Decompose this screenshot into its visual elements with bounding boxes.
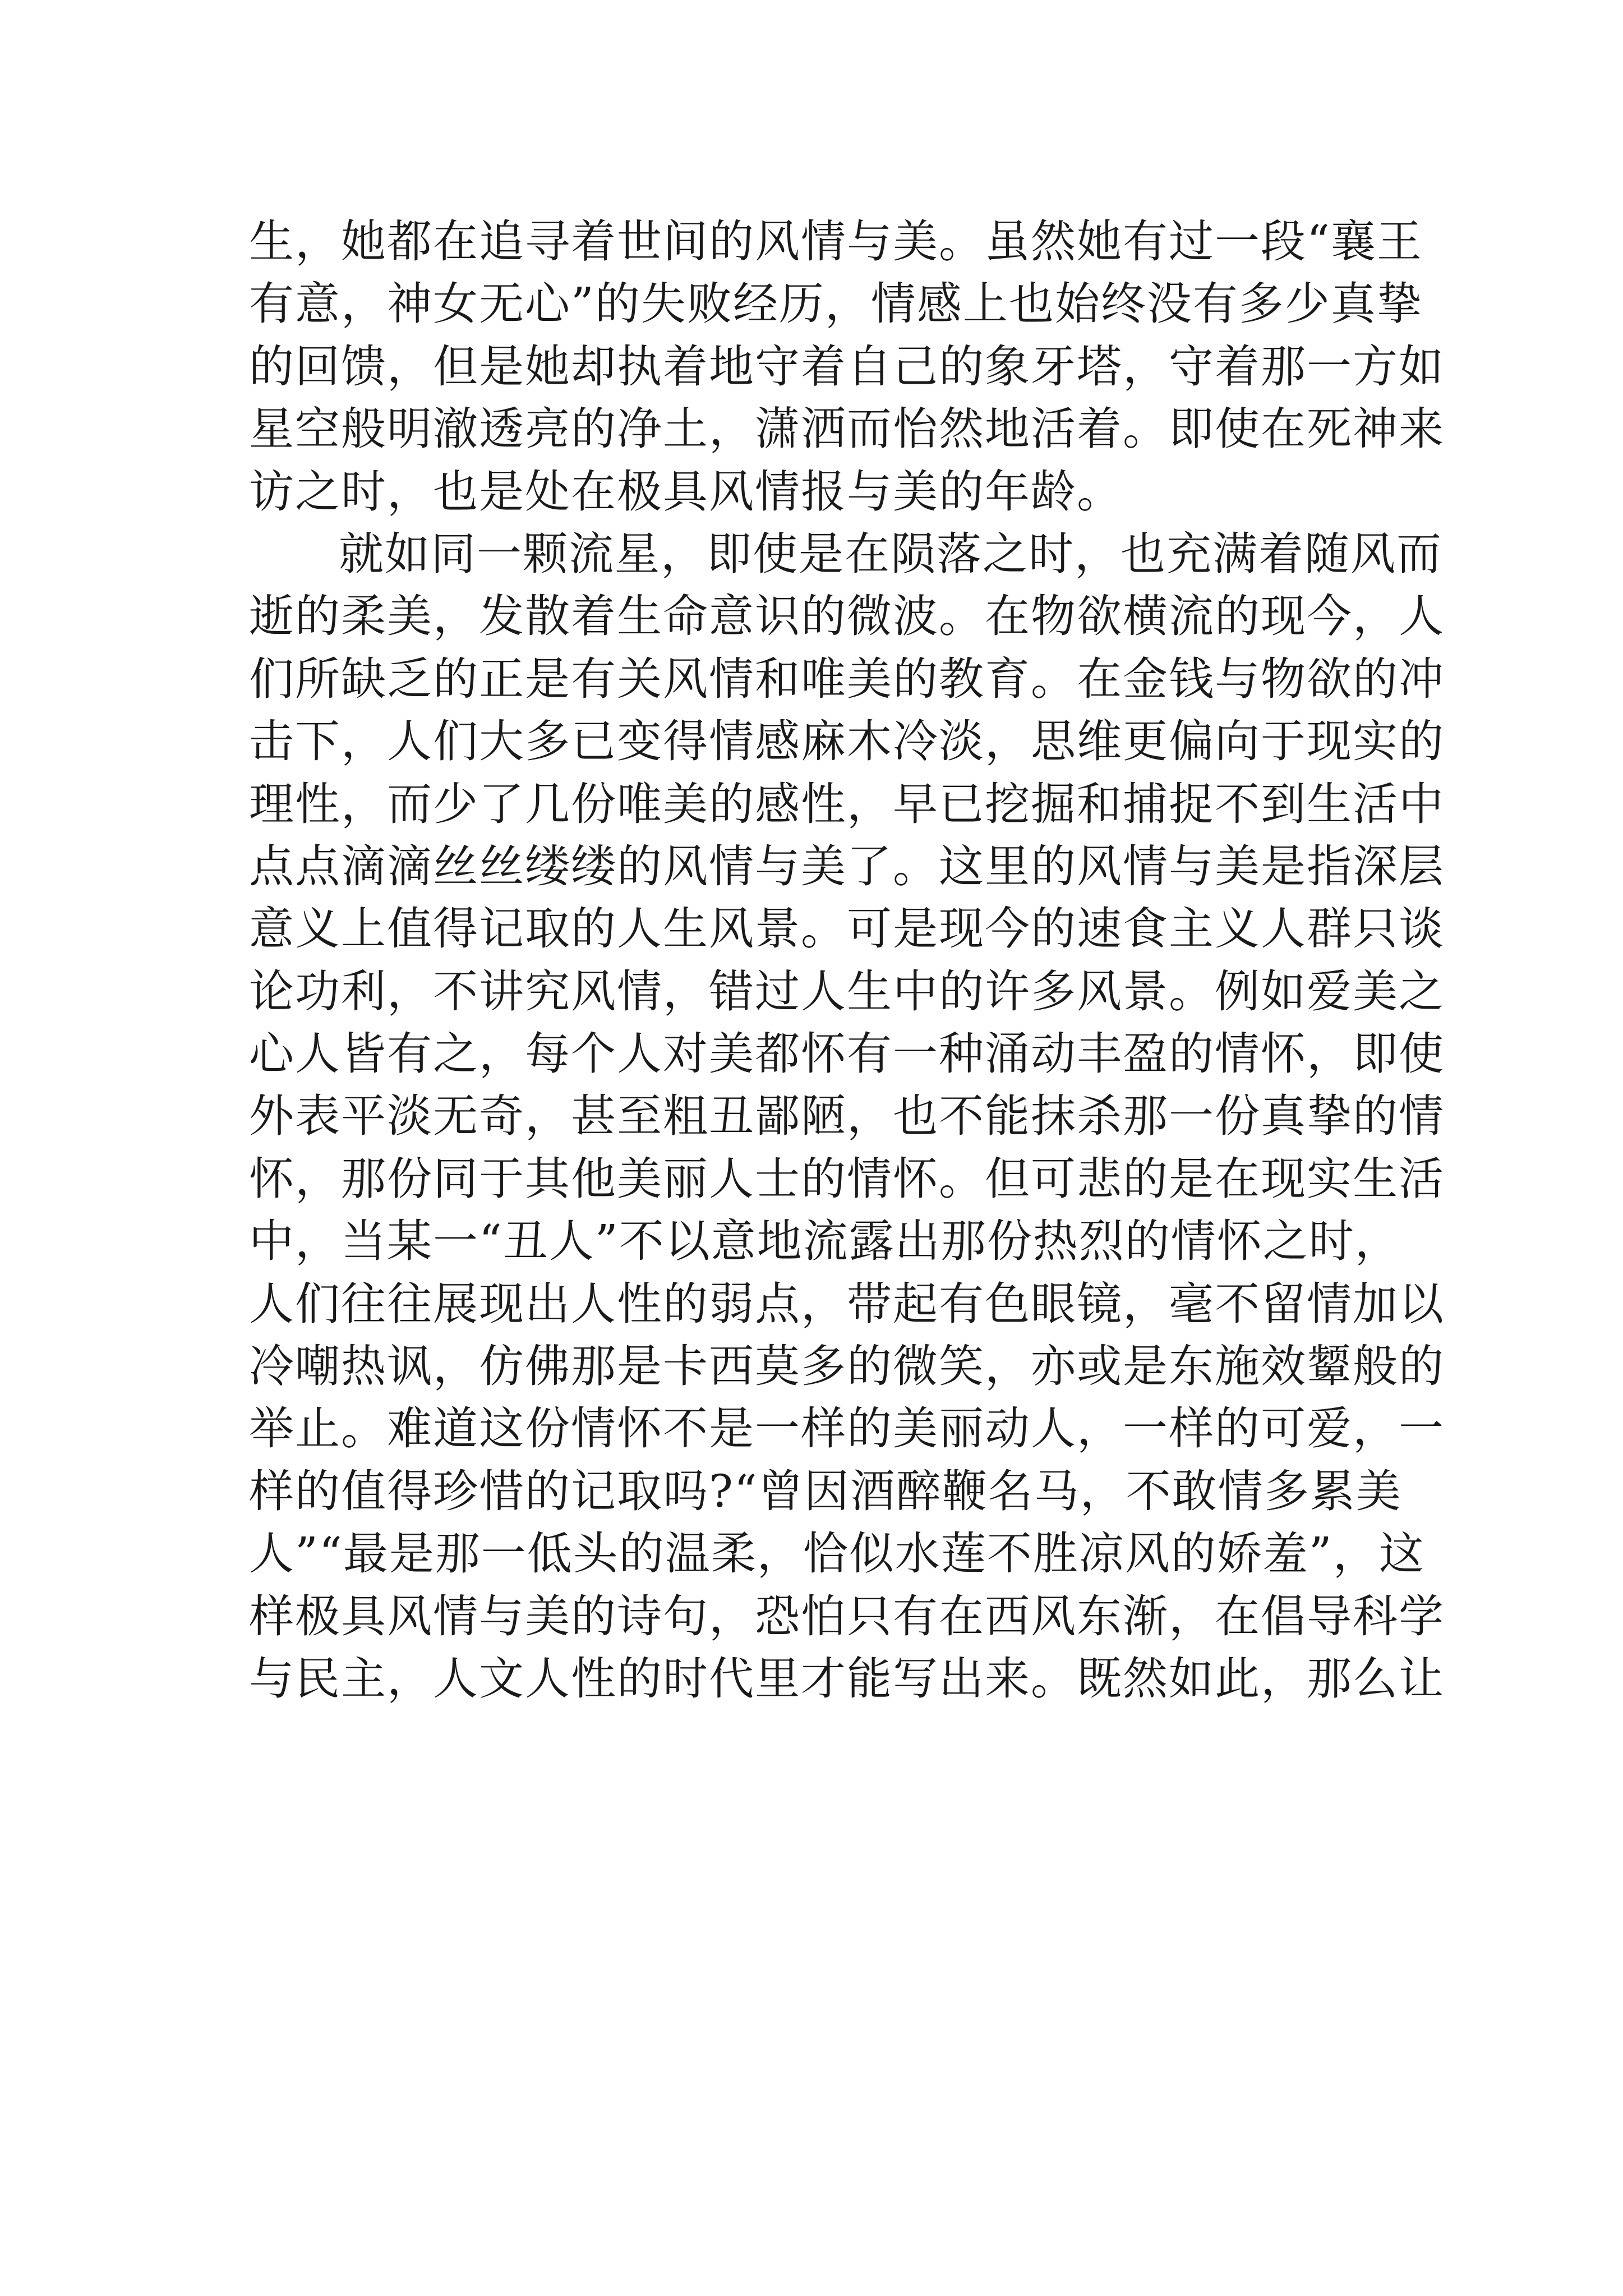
text-line: 举止。难道这份情怀不是一样的美丽动人，一样的可爱，一 (249, 1402, 1445, 1455)
text-line: 有意，神女无心”的失败经历，情感上也始终没有多少真挚 (249, 278, 1423, 330)
text-line: 逝的柔美，发散着生命意识的微波。在物欲横流的现今，人 (249, 590, 1445, 643)
text-line: 冷嘲热讽，仿佛那是卡西莫多的微笑，亦或是东施效颦般的 (249, 1340, 1445, 1393)
text-line: 访之时，也是处在极具风情报与美的年龄。 (249, 465, 1123, 518)
text-line: 意义上值得记取的人生风景。可是现今的速食主义人群只谈 (249, 903, 1445, 955)
text-line: 中，当某一“丑人”不以意地流露出那份热烈的情怀之时， (249, 1215, 1401, 1268)
text-line: 人们往往展现出人性的弱点，带起有色眼镜，毫不留情加以 (249, 1277, 1445, 1330)
text-line: 心人皆有之，每个人对美都怀有一种涌动丰盈的情怀，即使 (249, 1028, 1445, 1080)
text-line: 理性，而少了几份唯美的感性，早已挖掘和捕捉不到生活中 (249, 777, 1445, 830)
text-line: 怀，那份同于其他美丽人士的情怀。但可悲的是在现实生活 (249, 1152, 1445, 1205)
body-text (249, 210, 1445, 1710)
text-line: 与民主，人文人性的时代里才能写出来。既然如此，那么让 (249, 1652, 1445, 1705)
text-line: 点点滴滴丝丝缕缕的风情与美了。这里的风情与美是指深层 (249, 840, 1445, 892)
text-line: 们所缺乏的正是有关风情和唯美的教育。在金钱与物欲的冲 (249, 652, 1445, 705)
text-line: 论功利，不讲究风情，错过人生中的许多风景。例如爱美之 (249, 965, 1445, 1018)
text-line: 就如同一颗流星，即使是在陨落之时，也充满着随风而 (339, 527, 1442, 580)
text-line: 星空般明澈透亮的净土，潇洒而怡然地活着。即使在死神来 (249, 403, 1445, 455)
text-line: 样的值得珍惜的记取吗?“曾因酒醉鞭名马，不敢情多累美 (249, 1465, 1402, 1517)
text-line: 人”“最是那一低头的温柔，恰似水莲不胜凉风的娇羞”，这 (249, 1527, 1425, 1580)
text-line: 生，她都在追寻着世间的风情与美。虽然她有过一段“襄王 (249, 215, 1423, 268)
text-line: 外表平淡无奇，甚至粗丑鄙陋，也不能抹杀那一份真挚的情 (249, 1090, 1445, 1143)
text-line: 样极具风情与美的诗句，恐怕只有在西风东渐，在倡导科学 (249, 1590, 1445, 1642)
text-line: 击下，人们大多已变得情感麻木冷淡，思维更偏向于现实的 (249, 715, 1445, 768)
text-line: 的回馈，但是她却执着地守着自己的象牙塔，守着那一方如 (249, 340, 1445, 393)
